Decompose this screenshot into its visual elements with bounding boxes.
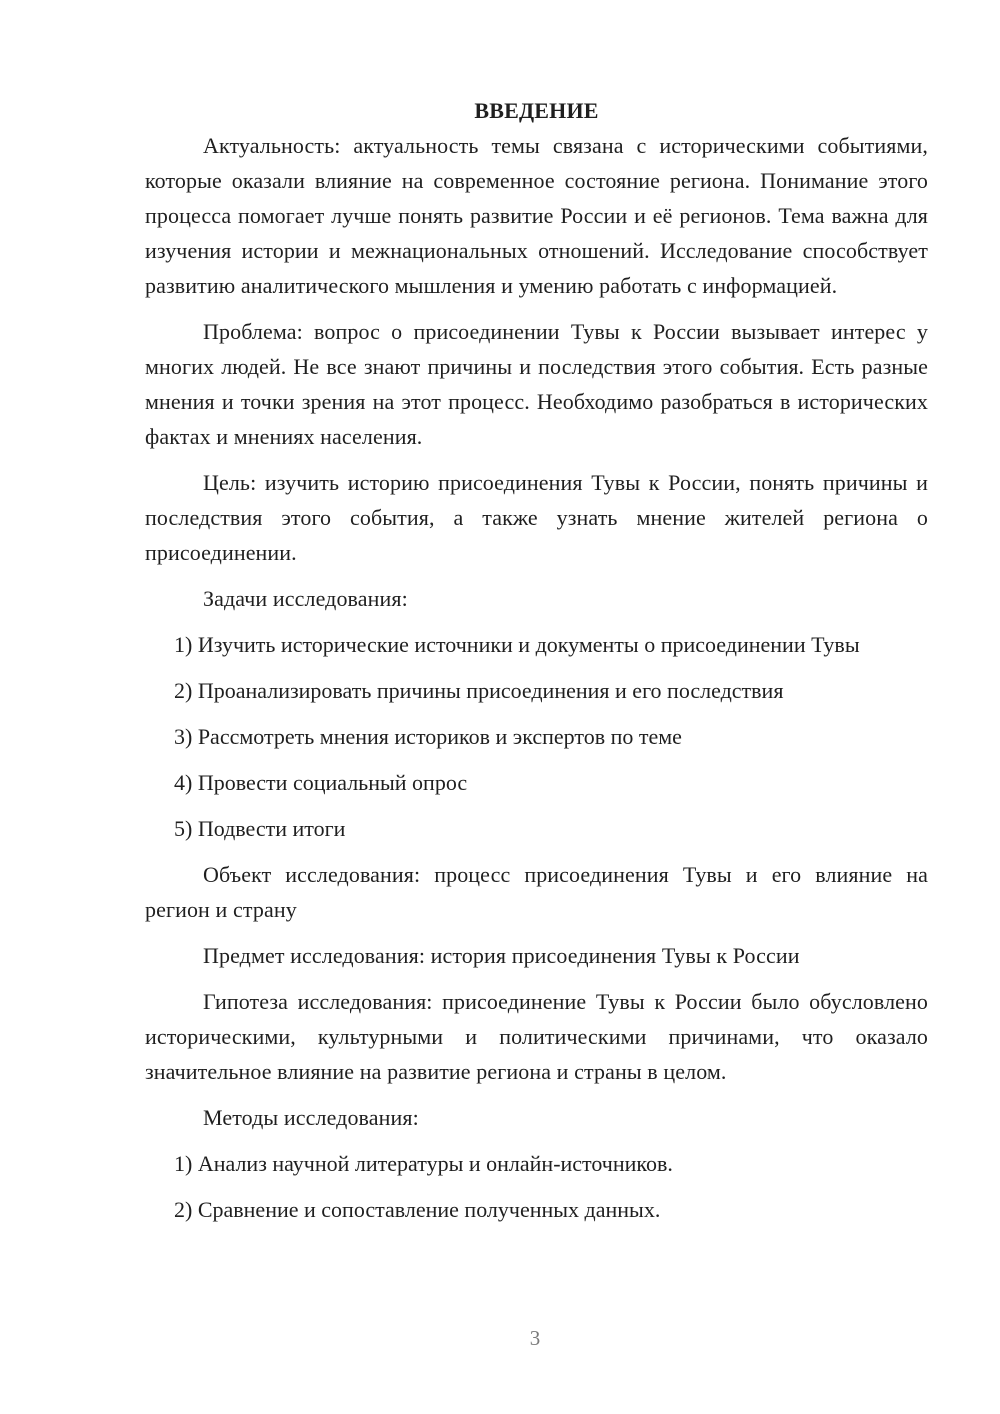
paragraph-goal: Цель: изучить историю присоединения Тувы к России, понять причины и последствия этого события, а также узнать мнение жителей региона о присоединении. — [145, 470, 928, 565]
paragraph-problem: Проблема: вопрос о присоединении Тувы к России вызывает интерес у многих людей. Не все знают причины и последствия этого события. Есть разные мнения и точки зрения на этот процесс. Необходимо разобраться в исторических фактах и мнениях населения. — [145, 319, 928, 449]
section-title: ВВЕДЕНИЕ — [474, 98, 599, 123]
method-item: 1) Анализ научной литературы и онлайн-источников. — [174, 1151, 673, 1176]
task-item: 3) Рассмотреть мнения историков и экспертов по теме — [174, 724, 682, 749]
task-item: 2) Проанализировать причины присоединения и его последствия — [174, 678, 784, 703]
tasks-heading: Задачи исследования: — [203, 586, 408, 611]
method-item: 2) Сравнение и сопоставление полученных данных. — [174, 1197, 661, 1222]
paragraph-relevance: Актуальность: актуальность темы связана с историческими событиями, которые оказали влияние на современное состояние региона. Понимание этого процесса помогает лучше понять развитие России и её регионов. Тема важна для изучения истории и межнациональных отношений. Исследование способствует развитию аналитического мышления и умению работать с информацией. — [145, 133, 928, 298]
paragraph-hypothesis: Гипотеза исследования: присоединение Тувы к России было обусловлено историческими, культурными и политическими причинами, что оказало значительное влияние на развитие региона и страны в целом. — [145, 989, 928, 1084]
page-number: 3 — [529, 1326, 541, 1350]
paragraph-subject: Предмет исследования: история присоединения Тувы к России — [203, 943, 800, 968]
document-page — [145, 96, 928, 1238]
task-item: 4) Провести социальный опрос — [174, 770, 468, 795]
task-item: 1) Изучить исторические источники и документы о присоединении Тувы — [174, 632, 860, 657]
methods-heading: Методы исследования: — [203, 1105, 419, 1130]
task-item: 5) Подвести итоги — [174, 816, 346, 841]
paragraph-object: Объект исследования: процесс присоединения Тувы и его влияние на регион и страну — [145, 862, 928, 922]
